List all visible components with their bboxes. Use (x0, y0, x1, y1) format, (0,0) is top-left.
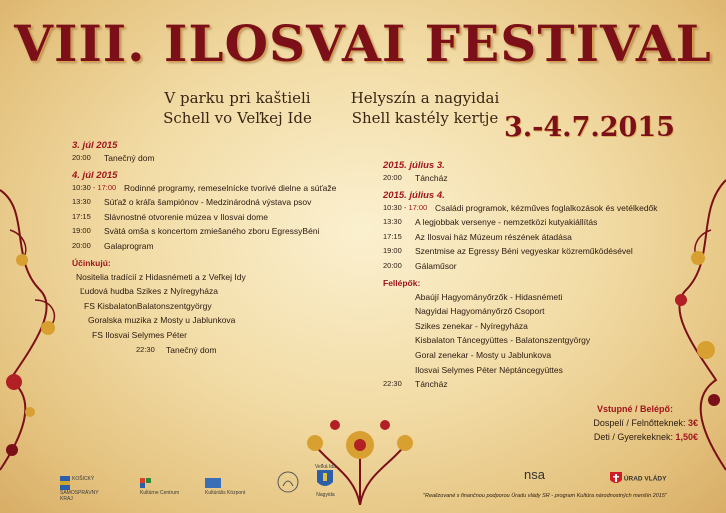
program-event: Az Ilosvai ház Múzeum részének átadása (415, 231, 572, 242)
day-heading: 2015. július 4. (383, 189, 445, 201)
time-end: - 17:00 (90, 182, 117, 192)
program-event: Tanečný dom (104, 153, 155, 163)
program-time: 22:30 (136, 344, 155, 354)
sponsor-logos (60, 464, 380, 506)
program-event: Tanečný dom (166, 344, 217, 355)
ticket-children (572, 430, 698, 444)
program-time: 20:00 (383, 173, 402, 182)
venue-hungarian-line1: Helyszín a nagyidai (350, 89, 500, 107)
venue-slovak (150, 88, 325, 128)
program-time: 17:15 (72, 211, 91, 221)
program-hungarian (383, 156, 683, 392)
time-start: 10:30 (383, 202, 402, 212)
time-start: 10:30 (72, 182, 91, 192)
venue-slovak-line2: Schell vo Veľkej Ide (163, 109, 312, 127)
program-row (72, 195, 362, 210)
program-time: 13:30 (383, 217, 402, 227)
government-office-logo (610, 472, 666, 486)
program-row (383, 230, 683, 245)
program-row (383, 215, 683, 230)
performer-item: Goral zenekar - Mosty u Jablunkova (415, 349, 552, 360)
program-row (72, 181, 362, 196)
funding-note: "Realizované s finančnou podporou Úradu vlády SR - program Kultúra národnostných menšín 2015" (423, 493, 667, 499)
performer-item: Szikes zenekar - Nyíregyháza (415, 320, 528, 331)
ticket-children-label: Deti / Gyerekeknek: (593, 432, 673, 442)
program-event: Szentmise az Egressy Béni vegyeskar közreműködésével (415, 246, 633, 257)
performers-heading: Účinkujú: (72, 257, 111, 268)
floral-ornament-left (0, 150, 80, 480)
program-time: 20:00 (383, 260, 402, 270)
program-time: 20:00 (72, 153, 91, 162)
festival-title: VIII. ILOSVAI FESTIVAL (14, 14, 712, 73)
program-time (383, 201, 435, 216)
program-event: Rodinné programy, remeselnícke tvorivé dielne a súťaže (124, 182, 337, 193)
program-event: Slávnostné otvorenie múzea v Ilosvai dome (104, 211, 268, 222)
performer-item: Nagyidai Hagyományőrző Csoport (415, 306, 545, 317)
venue-hungarian-line2: Shell kastély kertje (351, 109, 499, 127)
program-time: 17:15 (383, 231, 402, 241)
performers-heading: Fellépők: (383, 277, 421, 288)
velka-ida-crest-icon (317, 470, 333, 490)
program-row (383, 259, 683, 274)
program-event: Svätá omša s koncertom zmiešaného zboru EgressyBéni (104, 226, 320, 237)
program-time: 19:00 (383, 246, 402, 256)
program-time: 13:30 (72, 197, 91, 207)
velka-ida-logo (315, 464, 336, 498)
program-event: Táncház (415, 173, 448, 183)
logo-text: SAMOSPRÁVNY (60, 490, 99, 496)
day-heading: 2015. július 3. (383, 160, 445, 171)
performer-item: Ľudová hudba Szikes z Nyíregyháza (80, 286, 218, 297)
ticket-children-price: 1,50€ (675, 432, 698, 442)
festival-date: 3.-4.7.2015 (504, 112, 675, 143)
program-time: 19:00 (72, 226, 91, 236)
program-time: 22:30 (383, 379, 402, 389)
ticket-prices (572, 402, 698, 444)
government-office-text: ÚRAD VLÁDY (623, 475, 667, 483)
kosice-shield-icon (60, 476, 70, 490)
performer-item: Nositelia tradícií z Hidasnémeti a z Veľkej Idy (76, 271, 246, 282)
program-row (383, 201, 683, 216)
day-heading: 4. júl 2015 (72, 169, 118, 181)
performer-item: Ilosvai Selymes Péter Néptáncegyüttes (415, 364, 563, 375)
kosice-region-logo (60, 476, 99, 502)
program-row (383, 244, 683, 259)
kk-icon (205, 478, 221, 488)
nsa-logo: nsa (524, 467, 545, 482)
program-event: Galaprogram (104, 240, 154, 251)
performer-item: Goralska muzika z Mosty u Jablunkova (88, 315, 236, 326)
program-row (72, 151, 362, 166)
ticket-heading: Vstupné / Belépő: (596, 404, 673, 414)
kk-logo (205, 478, 245, 496)
program-event: Gálaműsor (415, 260, 457, 271)
ticket-adults-label: Dospelí / Felnőtteknek: (593, 418, 686, 428)
time-end: - 17:00 (401, 202, 428, 212)
program-row (72, 210, 362, 225)
program-event: A legjobbak versenye - nemzetközi kutyakiállítás (415, 217, 598, 228)
program-event: Súťaž o kráľa šampiónov - Medzinárodná výstava psov (104, 197, 312, 208)
program-time: 20:00 (72, 240, 91, 250)
performer-item: FS Ilosvai Selymes Péter (92, 329, 187, 340)
program-slovak (72, 136, 362, 357)
folk-group-logo (275, 470, 301, 502)
ticket-adults-price: 3€ (687, 418, 698, 428)
program-event: Táncház (415, 379, 448, 390)
performer-item: Abaújí Hagyományőrzők - Hidasnémeti (415, 291, 563, 302)
day-heading: 3. júl 2015 (72, 140, 118, 151)
performer-item: FS KisbalatonBalatonszentgyörgy (84, 300, 212, 311)
program-row (383, 171, 683, 186)
program-event: Családi programok, kézműves foglalkozások és vetélkedők (435, 202, 658, 213)
venue-hungarian (340, 88, 510, 128)
ticket-adults (572, 416, 698, 430)
program-row (72, 239, 362, 254)
culture-center-logo (140, 478, 179, 496)
culture-center-icon (140, 478, 152, 488)
slovak-coat-of-arms-icon (610, 472, 622, 486)
logo-text: KRAJ (60, 496, 73, 502)
logo-text: KOŠICKÝ (72, 476, 95, 482)
logo-text: Kultúrális Központ (205, 490, 246, 496)
logo-text: Veľká Ida (315, 464, 336, 470)
performer-item: Kisbalaton Táncegyüttes - Balatonszentgyörgy (415, 335, 591, 346)
logo-text: Nagyida (316, 492, 335, 498)
program-row (72, 224, 362, 239)
program-row (383, 377, 683, 392)
program-row (72, 343, 362, 358)
program-time (72, 181, 124, 196)
folk-dancer-icon (275, 470, 301, 500)
venue-slovak-line1: V parku pri kaštieli (164, 89, 311, 107)
logo-text: Kultúrne Centrum (140, 490, 180, 496)
